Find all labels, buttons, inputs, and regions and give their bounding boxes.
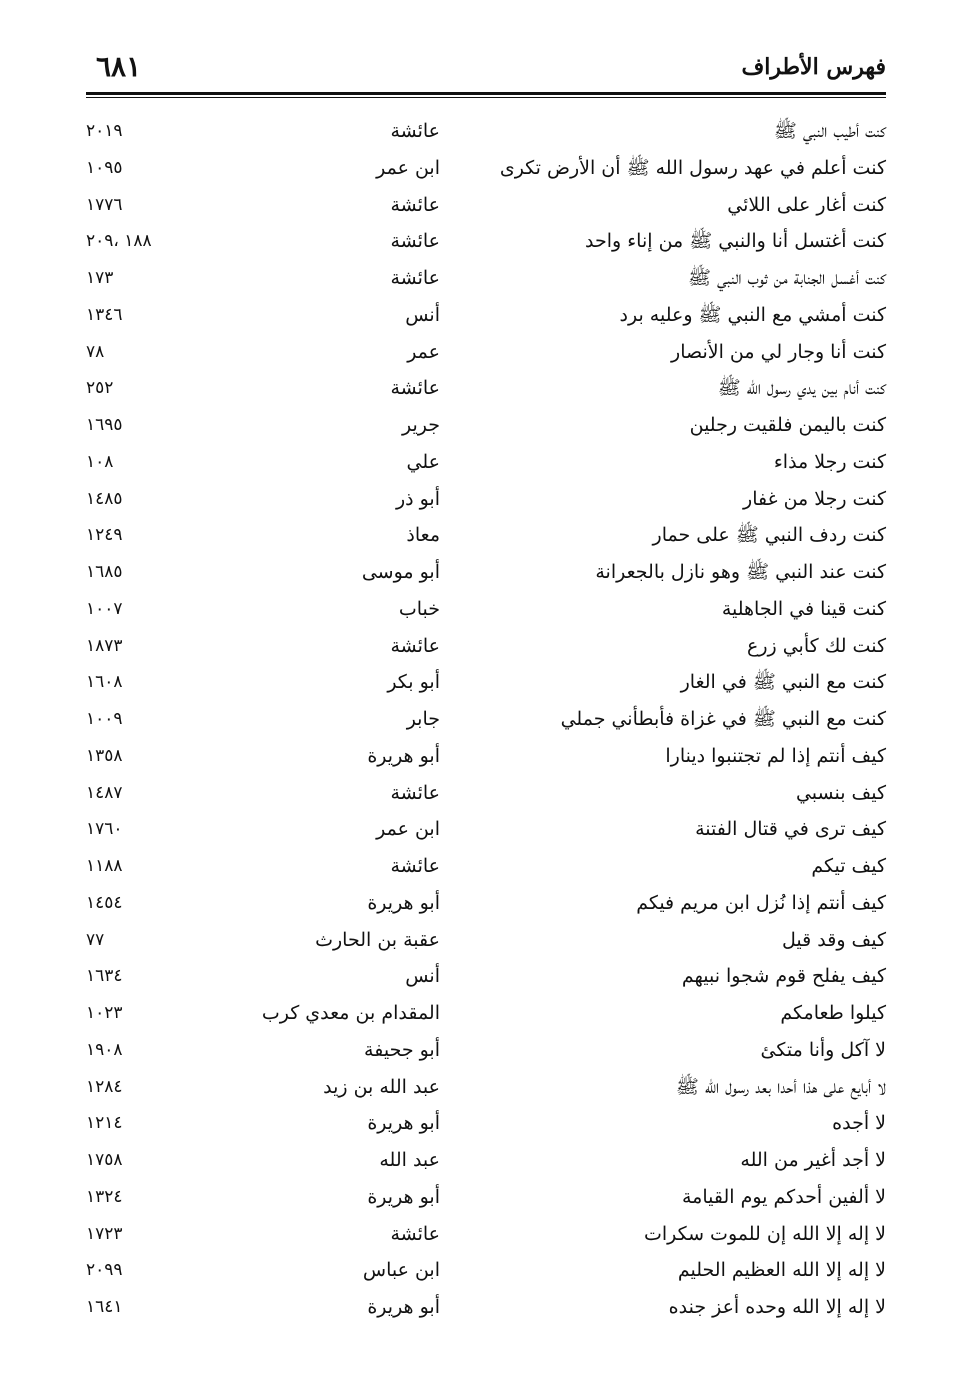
hadith-number: ٧٧ — [86, 929, 105, 950]
hadith-opening-text: لا آكل وأنا متكئ — [760, 1038, 886, 1061]
hadith-opening-text: كنت أنا وجار لي من الأنصار — [671, 340, 886, 363]
hadith-opening-text: لا أبايع على هذا أحدا بعد رسول الله ﷺ — [675, 1075, 886, 1098]
index-row — [86, 1290, 886, 1327]
hadith-opening-text: كيف يفلح قوم شجوا نبيهم — [681, 965, 886, 988]
narrator-name: عائشة — [390, 193, 440, 216]
hadith-opening-text: كنت مع النبي ﷺ في غزاة فأبطأني جملي — [560, 708, 886, 730]
hadith-number: ٧٨ — [86, 341, 105, 362]
hadith-number: ١٠٢٣ — [86, 1003, 123, 1023]
narrator-name: علي — [406, 450, 440, 473]
narrator-name: المقدام بن معدي كرب — [261, 1002, 440, 1024]
hadith-opening-text: كيلوا طعامكم — [780, 1002, 886, 1024]
hadith-number: ١٧٥٨ — [86, 1150, 123, 1170]
hadith-number: ١٨٧٣ — [86, 635, 123, 656]
index-row — [86, 739, 886, 776]
hadith-opening-text: كنت رجلا مذاء — [773, 450, 886, 473]
hadith-opening-text: كنت أغار على اللائي — [727, 193, 886, 216]
page-number: ٦٨١ — [96, 50, 142, 83]
index-row — [86, 702, 886, 739]
hadith-opening-text: كنت عند النبي ﷺ وهو نازل بالجعرانة — [595, 561, 886, 583]
index-row — [86, 629, 886, 666]
index-row — [86, 482, 886, 519]
hadith-number: ١٧٣ — [86, 268, 114, 288]
hadith-number: ١٨٨ ،٢٠٩ — [86, 231, 152, 252]
narrator-name: عائشة — [390, 120, 440, 142]
index-row — [86, 812, 886, 849]
index-row — [86, 298, 886, 335]
index-row — [86, 592, 886, 629]
index-page — [86, 50, 886, 1318]
index-row — [86, 114, 886, 151]
hadith-opening-text: لا ألفين أحدكم يوم القيامة — [682, 1185, 886, 1208]
hadith-opening-text: كيف أنتم إذا نُزل ابن مريم فيكم — [636, 891, 886, 914]
narrator-name: عائشة — [390, 634, 440, 657]
narrator-name: عائشة — [390, 781, 440, 804]
hadith-number: ١٠٩٥ — [86, 157, 123, 178]
hadith-opening-text: كيف ترى في قتال الفتنة — [695, 818, 886, 841]
narrator-name: جرير — [402, 414, 440, 436]
hadith-opening-text: كنت أغسل الجنابة من ثوب النبي ﷺ — [688, 267, 886, 289]
narrator-name: أنس — [405, 965, 440, 988]
hadith-number: ١٧٧٦ — [86, 194, 123, 215]
narrator-name: أنس — [405, 303, 440, 326]
hadith-number: ١٠٠٧ — [86, 598, 123, 619]
index-row — [86, 335, 886, 372]
hadith-number: ١٦٨٥ — [86, 562, 123, 582]
narrator-name: عقبة بن الحارث — [315, 928, 440, 951]
index-row — [86, 1033, 886, 1070]
hadith-number: ٢٠١٩ — [86, 121, 123, 141]
hadith-number: ١٢١٤ — [86, 1113, 123, 1134]
hadith-opening-text: كيف أنتم إذا لم تجتنبوا دينارا — [665, 744, 886, 767]
index-row — [86, 886, 886, 923]
index-row — [86, 445, 886, 482]
narrator-name: أبو جحيفة — [364, 1038, 440, 1061]
narrator-name: جابر — [406, 708, 440, 730]
narrator-name: أبو موسى — [361, 561, 440, 583]
hadith-number: ١٤٨٥ — [86, 488, 123, 509]
narrator-name: أبو هريرة — [367, 891, 440, 914]
narrator-name: عائشة — [390, 230, 440, 253]
hadith-opening-text: كنت أعلم في عهد رسول الله ﷺ أن الأرض تكرى — [499, 156, 886, 179]
index-row — [86, 1180, 886, 1217]
hadith-number: ١٩٠٨ — [86, 1039, 123, 1060]
hadith-opening-text: كنت قينا في الجاهلية — [721, 597, 886, 620]
narrator-name: أبو ذر — [395, 487, 440, 510]
hadith-opening-text: كنت أطيب النبي ﷺ — [773, 120, 886, 142]
hadith-number: ٢٥٢ — [86, 378, 114, 399]
narrator-name: عبد الله بن زيد — [323, 1075, 440, 1098]
index-row — [86, 923, 886, 960]
hadith-opening-text: كنت ردف النبي ﷺ على حمار — [652, 524, 886, 547]
narrator-name: ابن عباس — [362, 1259, 440, 1282]
hadith-number: ١١٨٨ — [86, 856, 123, 876]
hadith-opening-text: كيف وقد قيل — [782, 928, 886, 951]
hadith-index-list — [86, 114, 886, 1327]
index-row — [86, 518, 886, 555]
index-row — [86, 1106, 886, 1143]
hadith-number: ١٣٢٤ — [86, 1186, 123, 1207]
narrator-name: أبو هريرة — [367, 1296, 440, 1318]
hadith-opening-text: كنت لك كأبي زرع — [746, 634, 886, 657]
index-row — [86, 996, 886, 1033]
header-rule-thin — [86, 97, 886, 98]
hadith-number: ١٢٤٩ — [86, 525, 123, 546]
page-header — [86, 50, 886, 90]
running-title: فهرس الأطراف — [741, 54, 886, 80]
hadith-opening-text: لا إله إلا الله وحده أعز جنده — [668, 1296, 886, 1318]
header-rule — [86, 92, 886, 95]
hadith-opening-text: كنت رجلا من غفار — [743, 487, 886, 510]
hadith-opening-text: لا إله إلا الله العظيم الحليم — [677, 1259, 886, 1282]
hadith-opening-text: كنت أنام بين يدي رسول الله ﷺ — [717, 377, 886, 400]
index-row — [86, 261, 886, 298]
narrator-name: عمر — [407, 340, 440, 363]
hadith-opening-text: كنت مع النبي ﷺ في الغار — [680, 671, 886, 694]
narrator-name: ابن عمر — [376, 818, 440, 841]
hadith-opening-text: كنت أمشي مع النبي ﷺ وعليه برد — [619, 303, 886, 326]
hadith-number: ١٣٤٦ — [86, 304, 123, 325]
hadith-number: ١٦٣٤ — [86, 966, 123, 987]
narrator-name: أبو بكر — [387, 671, 440, 694]
hadith-opening-text: لا إله إلا الله إن للموت سكرات — [643, 1222, 886, 1245]
narrator-name: عبد الله — [379, 1149, 440, 1171]
hadith-opening-text: كيف بنسبي — [795, 781, 886, 804]
hadith-number: ١٧٦٠ — [86, 819, 123, 840]
narrator-name: معاذ — [406, 524, 440, 547]
narrator-name: أبو هريرة — [367, 1112, 440, 1135]
hadith-number: ١٤٨٧ — [86, 782, 123, 803]
index-row — [86, 224, 886, 261]
hadith-opening-text: كنت أغتسل أنا والنبي ﷺ من إناء واحد — [585, 230, 886, 253]
index-row — [86, 849, 886, 886]
narrator-name: خباب — [398, 597, 440, 620]
narrator-name: ابن عمر — [376, 156, 440, 179]
hadith-number: ١٧٢٣ — [86, 1223, 123, 1244]
hadith-opening-text: كنت باليمن فلقيت رجلين — [689, 414, 886, 436]
narrator-name: أبو هريرة — [367, 1185, 440, 1208]
index-row — [86, 776, 886, 813]
hadith-number: ١٦٤١ — [86, 1297, 123, 1317]
index-row — [86, 151, 886, 188]
hadith-opening-text: لا أجده — [832, 1112, 886, 1135]
index-row — [86, 959, 886, 996]
index-row — [86, 1143, 886, 1180]
index-row — [86, 1070, 886, 1107]
narrator-name: أبو هريرة — [367, 744, 440, 767]
hadith-number: ١٤٥٤ — [86, 892, 123, 913]
narrator-name: عائشة — [390, 1222, 440, 1245]
index-row — [86, 1217, 886, 1254]
index-row — [86, 371, 886, 408]
hadith-number: ١٦٠٨ — [86, 672, 123, 693]
index-row — [86, 555, 886, 592]
index-row — [86, 188, 886, 225]
narrator-name: عائشة — [390, 377, 440, 400]
hadith-number: ٢٠٩٩ — [86, 1260, 123, 1281]
hadith-opening-text: كيف تيكم — [811, 855, 886, 877]
index-row — [86, 665, 886, 702]
narrator-name: عائشة — [390, 267, 440, 289]
index-row — [86, 1253, 886, 1290]
hadith-number: ١٢٨٤ — [86, 1076, 123, 1097]
hadith-number: ١٠٨ — [86, 451, 114, 472]
hadith-number: ١٣٥٨ — [86, 745, 123, 766]
hadith-opening-text: لا أجد أغير من الله — [740, 1149, 886, 1171]
narrator-name: عائشة — [390, 855, 440, 877]
index-row — [86, 408, 886, 445]
hadith-number: ١٦٩٥ — [86, 415, 123, 435]
hadith-number: ١٠٠٩ — [86, 709, 123, 729]
